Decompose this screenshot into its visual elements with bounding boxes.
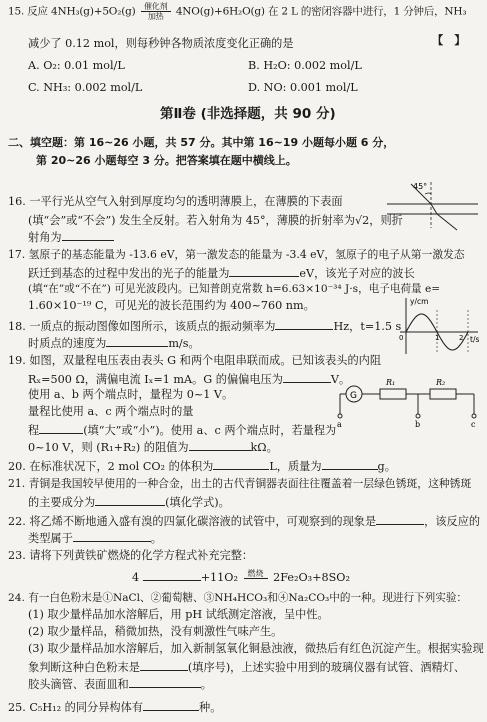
q22-line2-a: 类型属于 [28, 532, 73, 545]
q21-line2 [28, 493, 230, 511]
q16-line3-text: 射角为 [28, 231, 62, 244]
q20-text-b: L，质量为 [269, 460, 322, 473]
label-r1: R₁ [386, 378, 396, 387]
q17-line2-b: eV，该光子对应的波长 [299, 267, 415, 280]
label-r2: R₂ [436, 378, 446, 387]
label-b: b [415, 420, 421, 428]
q17-line2-a: 跃迁到基态的过程中发出的光子的能量为 [28, 267, 230, 280]
axis-x-label: t/s [470, 335, 480, 344]
q17-blank-1[interactable] [229, 264, 299, 277]
catalyst-condition [139, 2, 173, 21]
q25-text-b: 种。 [199, 701, 222, 714]
equation-condition [242, 569, 270, 588]
q19-line5-b: (填“大”或“小”)。使用 a、c 两个端点时，若量程为 [83, 424, 337, 437]
q22-line2 [28, 529, 162, 547]
q15-option-d: D. NO: 0.001 mol/L [248, 81, 358, 94]
q22-line1 [8, 512, 480, 530]
answer-bracket: 【 】 [432, 34, 466, 47]
q19-blank-1[interactable] [283, 370, 331, 383]
refraction-diagram [385, 180, 480, 232]
q20-text-c: g。 [377, 460, 396, 473]
q24-line5-a: 象判断这种白色粉末是 [28, 661, 140, 674]
q17-line3-text: (填“在”或“不在”) 可见光波段内。已知普朗克常数 h=6.63×10⁻³⁴ J·s，电子电荷量 e= [28, 283, 441, 295]
q16-line3 [28, 228, 114, 246]
q21-blank-1[interactable] [95, 493, 165, 506]
q19-line3: 使用 a、b 两个端点时，量程为 0~1 V。 [28, 388, 234, 401]
q18-line2-b: m/s。 [168, 337, 200, 350]
tick-2: 2 [459, 334, 464, 342]
q18-line1-a: 18. 一质点的振动图像如图所示，该质点的振动频率为 [8, 320, 276, 333]
q15-option-a: A. O₂: 0.01 mol/L [28, 59, 125, 72]
q16-line2 [28, 211, 403, 229]
section-intro-2: 第 20~26 小题每空 3 分。把答案填在题中横线上。 [36, 154, 297, 167]
equation-products: 2Fe₂O₃+8SO₂ [273, 571, 350, 584]
q22-blank-1[interactable] [376, 512, 424, 525]
q24-line2: (1) 取少量样品加水溶解后，用 pH 试纸测定溶液，呈中性。 [28, 608, 329, 621]
q17-line4: 1.60×10⁻¹⁹ C，可见光的波长范围约为 400~760 nm。 [28, 299, 315, 312]
q18-line1 [8, 317, 401, 335]
q18-line2-a: 时质点的速度为 [28, 337, 107, 350]
q18-blank-1[interactable] [275, 317, 333, 330]
q19-line1: 19. 如图，双量程电压表由表头 G 和两个电阻串联而成。已知该表头的内阻 [8, 354, 382, 367]
q24-blank-1[interactable] [140, 658, 188, 671]
q21-line2-a: 的主要成分为 [28, 496, 96, 509]
q20-blank-1[interactable] [213, 457, 269, 470]
q20-line [8, 457, 396, 475]
tick-1: 1 [435, 334, 440, 342]
q19-line2-a: Rₓ=500 Ω，满偏电流 Iₓ=1 mA。G 的偏偏电压为 [28, 373, 283, 386]
label-g: G [350, 391, 357, 401]
equation-oxygen: +11O₂ [200, 571, 238, 584]
q17-line1: 17. 氢原子的基态能量为 -13.6 eV，第一激发态的能量为 -3.4 eV，氢原子的电子从第一激发态 [8, 248, 465, 261]
q24-blank-2[interactable] [129, 675, 201, 688]
q16-line1: 16. 一平行光从空气入射到厚度均匀的透明薄膜上，在薄膜的下表面 [8, 195, 343, 208]
q21-line1: 21. 青铜是我国较早使用的一种合金，出土的古代青铜器表面往往覆盖着一层绿色锈斑，这种锈斑 [8, 477, 472, 490]
q22-line1-a: 22. 将乙烯不断地通入盛有溴的四氯化碳溶液的试管中，可观察到的现象是 [8, 515, 377, 528]
q15-text-a: 15. 反应 4NH₃(g)+5O₂(g) [8, 5, 136, 18]
q15-option-b: B. H₂O: 0.002 mol/L [248, 59, 362, 72]
voltmeter-circuit [332, 372, 482, 428]
angle-label: 45° [413, 182, 428, 191]
equation-arrow [244, 578, 268, 579]
q25-blank-1[interactable] [143, 698, 199, 711]
equation-coefficient: 4 [132, 571, 140, 584]
q15-line1 [8, 2, 466, 21]
tick-0: 0 [399, 334, 404, 342]
q25-line [8, 698, 221, 716]
q24-line1: 24. 有一白色粉末是①NaCl、②葡萄糖、③NH₄HCO₃和④Na₂CO₃中的一种。现进行下列实验： [8, 592, 468, 604]
section-title: 第Ⅱ卷 (非选择题，共 90 分) [160, 106, 336, 122]
q19-line2 [28, 370, 350, 388]
q19-line6 [28, 438, 278, 456]
q18-line1-b: Hz，t=1.5 s [333, 320, 402, 333]
q15-text-b: 4NO(g)+6H₂O(g) 在 2 L 的密闭容器中进行，1 分钟后，NH₃ [175, 5, 467, 18]
q24-line3: (2) 取少量样品，稍微加热，没有刺激性气味产生。 [28, 625, 283, 638]
q24-line5-b: (填序号)，上述实验中用到的玻璃仪器有试管、酒精灯、 [187, 661, 466, 674]
q19-line5 [28, 421, 336, 439]
oscillation-graph [396, 294, 482, 356]
q15-option-c: C. NH₃: 0.002 mol/L [28, 81, 143, 94]
q24-line5 [28, 658, 465, 676]
equation-condition-text: 燃烧 [247, 568, 264, 578]
q19-blank-2[interactable] [39, 421, 83, 434]
q19-line5-a: 程 [28, 424, 40, 437]
label-c: c [471, 420, 476, 428]
q19-line6-b: kΩ。 [250, 441, 278, 454]
q22-line1-b: ，该反应的 [424, 515, 481, 528]
q21-line2-b: (填化学式)。 [165, 496, 230, 509]
label-a: a [337, 420, 342, 428]
q16-line2-text: (填“会”或“不会”) 发生全反射。若入射角为 45°，薄膜的折射率为√2，则折 [28, 214, 403, 227]
q19-line2-b: V。 [330, 373, 351, 386]
q22-blank-2[interactable] [73, 529, 151, 542]
q20-blank-2[interactable] [322, 457, 378, 470]
section-intro-1: 二、填空题：第 16~26 小题，共 57 分。其中第 16~19 小题每小题 6 分， [8, 136, 395, 149]
q19-line4: 量程比使用 a、c 两个端点时的量 [28, 405, 194, 418]
q24-line6-a: 胶头滴管、表面皿和 [28, 678, 129, 691]
q24-line4: (3) 取少量样品加水溶解后，加入新制氢氧化铜悬浊液，微热后有红色沉淀产生。根据实验现 [28, 642, 484, 655]
q23-line1: 23. 请将下列黄铁矿燃烧的化学方程式补充完整： [8, 549, 254, 562]
q23-equation [132, 568, 350, 588]
q24-line6 [28, 675, 212, 693]
q22-line2-b: 。 [150, 532, 162, 545]
q17-line2 [28, 264, 415, 282]
q19-line6-a: 0~10 V，则 (R₁+R₂) 的阻值为 [28, 441, 189, 454]
q23-blank-1[interactable] [143, 568, 201, 581]
q18-line2 [28, 334, 200, 352]
axis-y-label: y/cm [410, 297, 429, 306]
q25-text-a: 25. C₅H₁₂ 的同分异构体有 [8, 701, 143, 714]
catalyst-top: 催化剂 [143, 2, 168, 11]
q19-blank-3[interactable] [189, 438, 251, 451]
catalyst-bottom: 加热 [147, 12, 164, 21]
q18-blank-2[interactable] [106, 334, 168, 347]
q15-line2: 减少了 0.12 mol，则每秒钟各物质浓度变化正确的是 [28, 37, 294, 50]
q17-line3 [28, 281, 440, 297]
q20-text-a: 20. 在标准状况下，2 mol CO₂ 的体积为 [8, 460, 214, 473]
q24-line6-b: 。 [200, 678, 212, 691]
q16-blank-2[interactable] [62, 228, 114, 241]
